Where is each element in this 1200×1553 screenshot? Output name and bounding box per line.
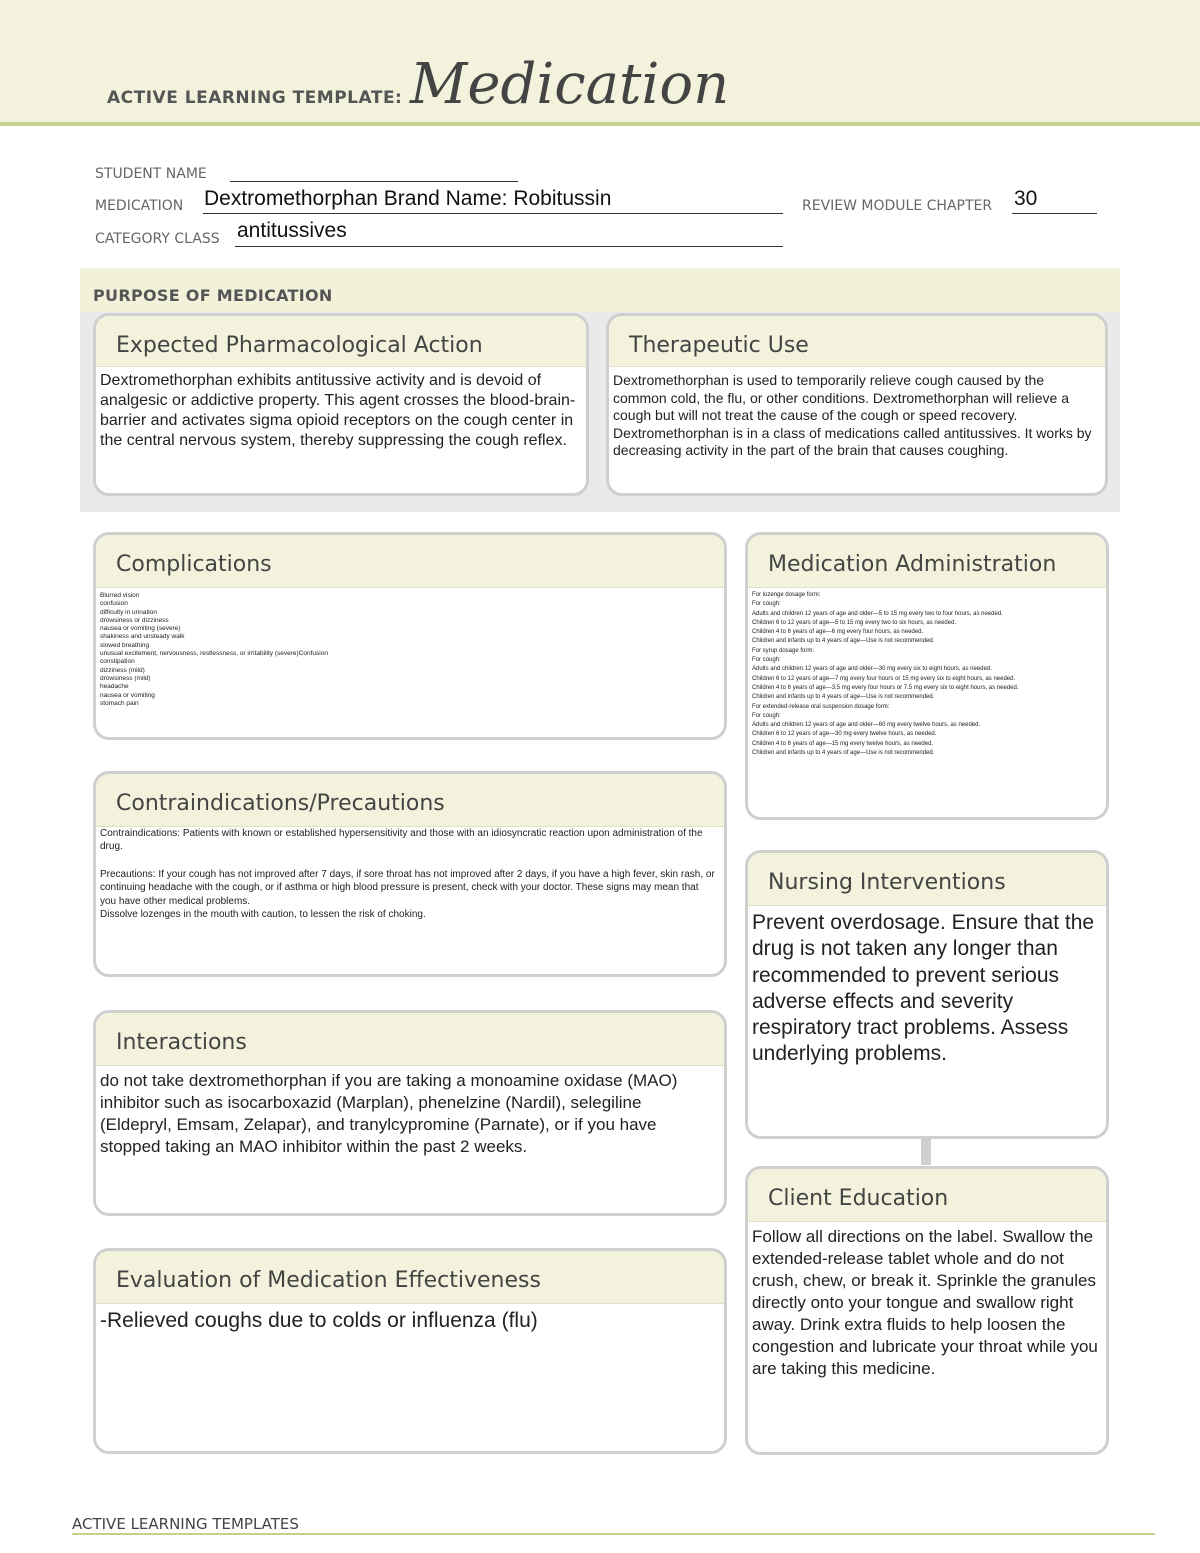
template-label: ACTIVE LEARNING TEMPLATE: <box>107 88 403 108</box>
review-chapter-field[interactable] <box>1012 213 1097 214</box>
category-class-field[interactable] <box>235 246 783 247</box>
complications-header <box>96 535 724 588</box>
medication-label: MEDICATION <box>95 198 184 214</box>
evaluation-box <box>93 1248 727 1454</box>
interactions-text: do not take dextromethorphan if you are taking a monoamine oxidase (MAO) inhibitor such as isocarboxazid (Marplan), phenelzine (Nardil), selegiline (Eldepryl, Emsam, Zelapar), and tranylcypromine (Parnate), or if you have stopped taking an MAO inhibitor within the past 2 weeks. <box>100 1071 683 1156</box>
review-chapter-value: 30 <box>1014 187 1038 210</box>
precautions-text: Precautions: If your cough has not improved after 7 days, if sore throat has not improved after 2 days, if you have a high fever, skin rash, or continuing headache with the cough, or if asthma or high blood pressure is present, check with your doctor. These signs may mean that you have other medical problems. Dissolve lozenges in the mouth with caution, to lessen the risk of choking. <box>100 869 715 920</box>
purpose-label: PURPOSE OF MEDICATION <box>93 286 333 305</box>
nursing-interventions-title: Nursing Interventions <box>768 870 1006 895</box>
medication-field[interactable] <box>203 213 783 214</box>
expected-action-text: Dextromethorphan exhibits antitussive activity and is devoid of analgesic or addictive property. This agent crosses the blood-brain-barrier and activates sigma opioid receptors on the cough center in the central nervous system, thereby suppressing the cough reflex. <box>100 372 578 449</box>
interactions-box <box>93 1010 727 1216</box>
nursing-interventions-header <box>748 853 1106 906</box>
contraindications-title: Contraindications/Precautions <box>116 791 445 816</box>
nursing-interventions-text: Prevent overdosage. Ensure that the drug is not taken any longer than recommended to prevent serious adverse effects and severity respiratory tract problems. Assess underlying problems. <box>752 911 1100 1066</box>
therapeutic-use-header <box>609 316 1105 367</box>
client-education-box <box>745 1166 1109 1455</box>
review-chapter-label: REVIEW MODULE CHAPTER <box>802 198 993 214</box>
administration-box <box>745 532 1109 820</box>
category-class-label: CATEGORY CLASS <box>95 231 220 247</box>
footer-divider <box>72 1533 1155 1535</box>
evaluation-title: Evaluation of Medication Effectiveness <box>116 1268 541 1293</box>
evaluation-text: -Relieved coughs due to colds or influenza (flu) <box>100 1309 538 1332</box>
therapeutic-use-box <box>606 313 1108 496</box>
interactions-header <box>96 1013 724 1066</box>
footer-text: ACTIVE LEARNING TEMPLATES <box>72 1515 299 1533</box>
category-class-value: antitussives <box>237 219 347 242</box>
contraindications-header <box>96 774 724 827</box>
administration-text: For lozenge dosage form: For cough: Adults and children 12 years of age and older—5 to 15 mg every two to four hours, as needed. Children 6 to 12 years of age—5 to 15 mg every two to six hours, as needed. Children 4 to 6 years of age—6 mg every four hours, as needed. Children and infants up to 4 years of age—Use is not recommended. For syrup dosage form: For cough: Adults and children 12 years of age and older—30 mg every six to eight hours, as needed. Children 6 to 12 years of age—7 mg every four hours or 15 mg every six to eight hours, as needed. Children 4 to 6 years of age—3.5 mg every four hours or 7.5 mg every six to eight hours, as needed. Children and infants up to 4 years of age—Use is not recommended. For extended-release oral suspension dosage form: For cough: Adults and children 12 years of age and older—60 mg every twelve hours, as needed. Children 6 to 12 years of age—30 mg every twelve hours, as needed. Children 4 to 6 years of age—15 mg every twelve hours, as needed. Children and infants up to 4 years of age—Use is not recommended. <box>752 592 1019 757</box>
client-education-header <box>748 1169 1106 1222</box>
expected-action-header <box>96 316 586 367</box>
therapeutic-use-title: Therapeutic Use <box>629 333 809 358</box>
student-name-label: STUDENT NAME <box>95 166 207 182</box>
client-education-title: Client Education <box>768 1186 949 1211</box>
interactions-title: Interactions <box>116 1030 247 1055</box>
evaluation-header <box>96 1251 724 1304</box>
contraindications-box <box>93 771 727 977</box>
therapeutic-use-text: Dextromethorphan is used to temporarily relieve cough caused by the common cold, the flu, or other conditions. Dextromethorphan will relieve a cough but will not treat the cause of the cough or speed recovery. Dextromethorphan is in a class of medications called antitussives. It works by decreasing activity in the part of the brain that causes coughing. <box>613 372 1096 459</box>
nursing-interventions-box <box>745 850 1109 1139</box>
expected-action-title: Expected Pharmacological Action <box>116 333 483 358</box>
student-name-field[interactable] <box>230 181 518 182</box>
complications-box <box>93 532 727 740</box>
contraindications-text: Contraindications: Patients with known or established hypersensitivity and those with an idiosyncratic reaction upon administration of the drug. <box>100 828 706 853</box>
administration-header <box>748 535 1106 588</box>
administration-title: Medication Administration <box>768 552 1057 577</box>
client-education-text: Follow all directions on the label. Swallow the extended-release tablet whole and do not crush, chew, or break it. Sprinkle the granules directly onto your tongue and swallow right away. Drink extra fluids to help loosen the congestion and lubricate your throat while you are taking this medicine. <box>752 1227 1103 1378</box>
connector-bar <box>921 1137 931 1165</box>
header-divider <box>0 122 1200 126</box>
expected-action-box <box>93 313 589 496</box>
complications-text: Blurred vision confusion difficulty in urination drowsiness or dizziness nausea or vomiting (severe) shakiness and unsteady walk slowed breathing unusual excitement, nervousness, restlessness, or irritability (severe)Confusion constipation dizziness (mild) drowsiness (mild) headache nausea or vomiting stomach pain <box>100 592 328 707</box>
medication-value: Dextromethorphan Brand Name: Robitussin <box>204 187 612 210</box>
page-title: Medication <box>410 52 730 117</box>
complications-title: Complications <box>116 552 272 577</box>
